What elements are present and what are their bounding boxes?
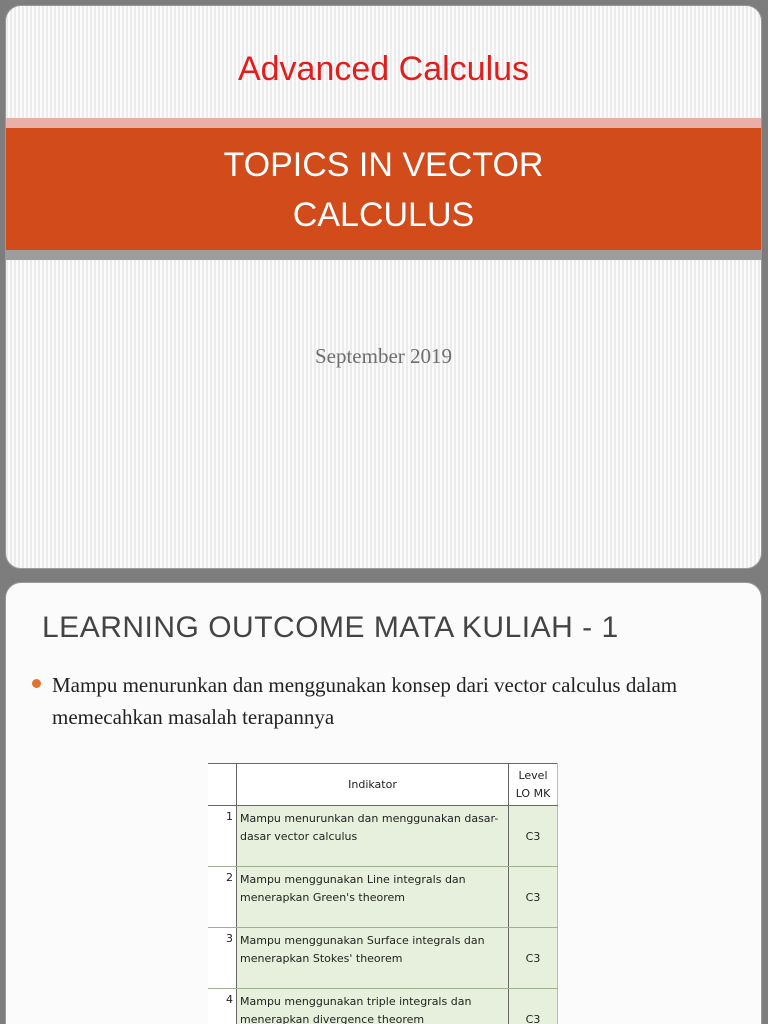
- row-indikator: Mampu menggunakan Line integrals dan menerapkan Green's theorem: [237, 867, 509, 928]
- row-level: C3: [509, 867, 558, 928]
- bullet-icon: [32, 679, 41, 688]
- title-band-bottom-stripe: [6, 250, 761, 260]
- course-title: Advanced Calculus: [237, 50, 530, 88]
- presentation-date: September 2019: [314, 344, 453, 368]
- slide-title: LEARNING OUTCOME MATA KULIAH - 1: [42, 611, 619, 644]
- row-number: 2: [208, 867, 237, 928]
- row-number: 1: [208, 806, 237, 867]
- row-level: C3: [509, 806, 558, 867]
- title-slide: [5, 5, 762, 569]
- table-row: [208, 989, 558, 1024]
- learning-outcome-slide: [5, 582, 762, 1024]
- table-row: [208, 928, 558, 989]
- header-indikator: Indikator: [237, 764, 509, 806]
- topic-title: TOPICS IN VECTOR CALCULUS: [223, 146, 544, 234]
- row-number: 4: [208, 989, 237, 1024]
- header-level: Level LO MK: [509, 764, 558, 806]
- row-number: 3: [208, 928, 237, 989]
- row-indikator: Mampu menggunakan Surface integrals dan menerapkan Stokes' theorem: [237, 928, 509, 989]
- indicator-table: [208, 763, 558, 1024]
- row-level: C3: [509, 989, 558, 1024]
- header-number: [208, 764, 237, 806]
- title-band-top-stripe: [6, 118, 761, 128]
- row-indikator: Mampu menggunakan triple integrals dan menerapkan divergence theorem: [237, 989, 509, 1024]
- bullet-text: Mampu menurunkan dan menggunakan konsep dari vector calculus dalam memecahkan masalah terapannya: [52, 673, 678, 729]
- row-level: C3: [509, 928, 558, 989]
- table-header-row: [208, 764, 558, 806]
- table-row: [208, 867, 558, 928]
- row-indikator: Mampu menurunkan dan menggunakan dasar-dasar vector calculus: [237, 806, 509, 867]
- table-row: [208, 806, 558, 867]
